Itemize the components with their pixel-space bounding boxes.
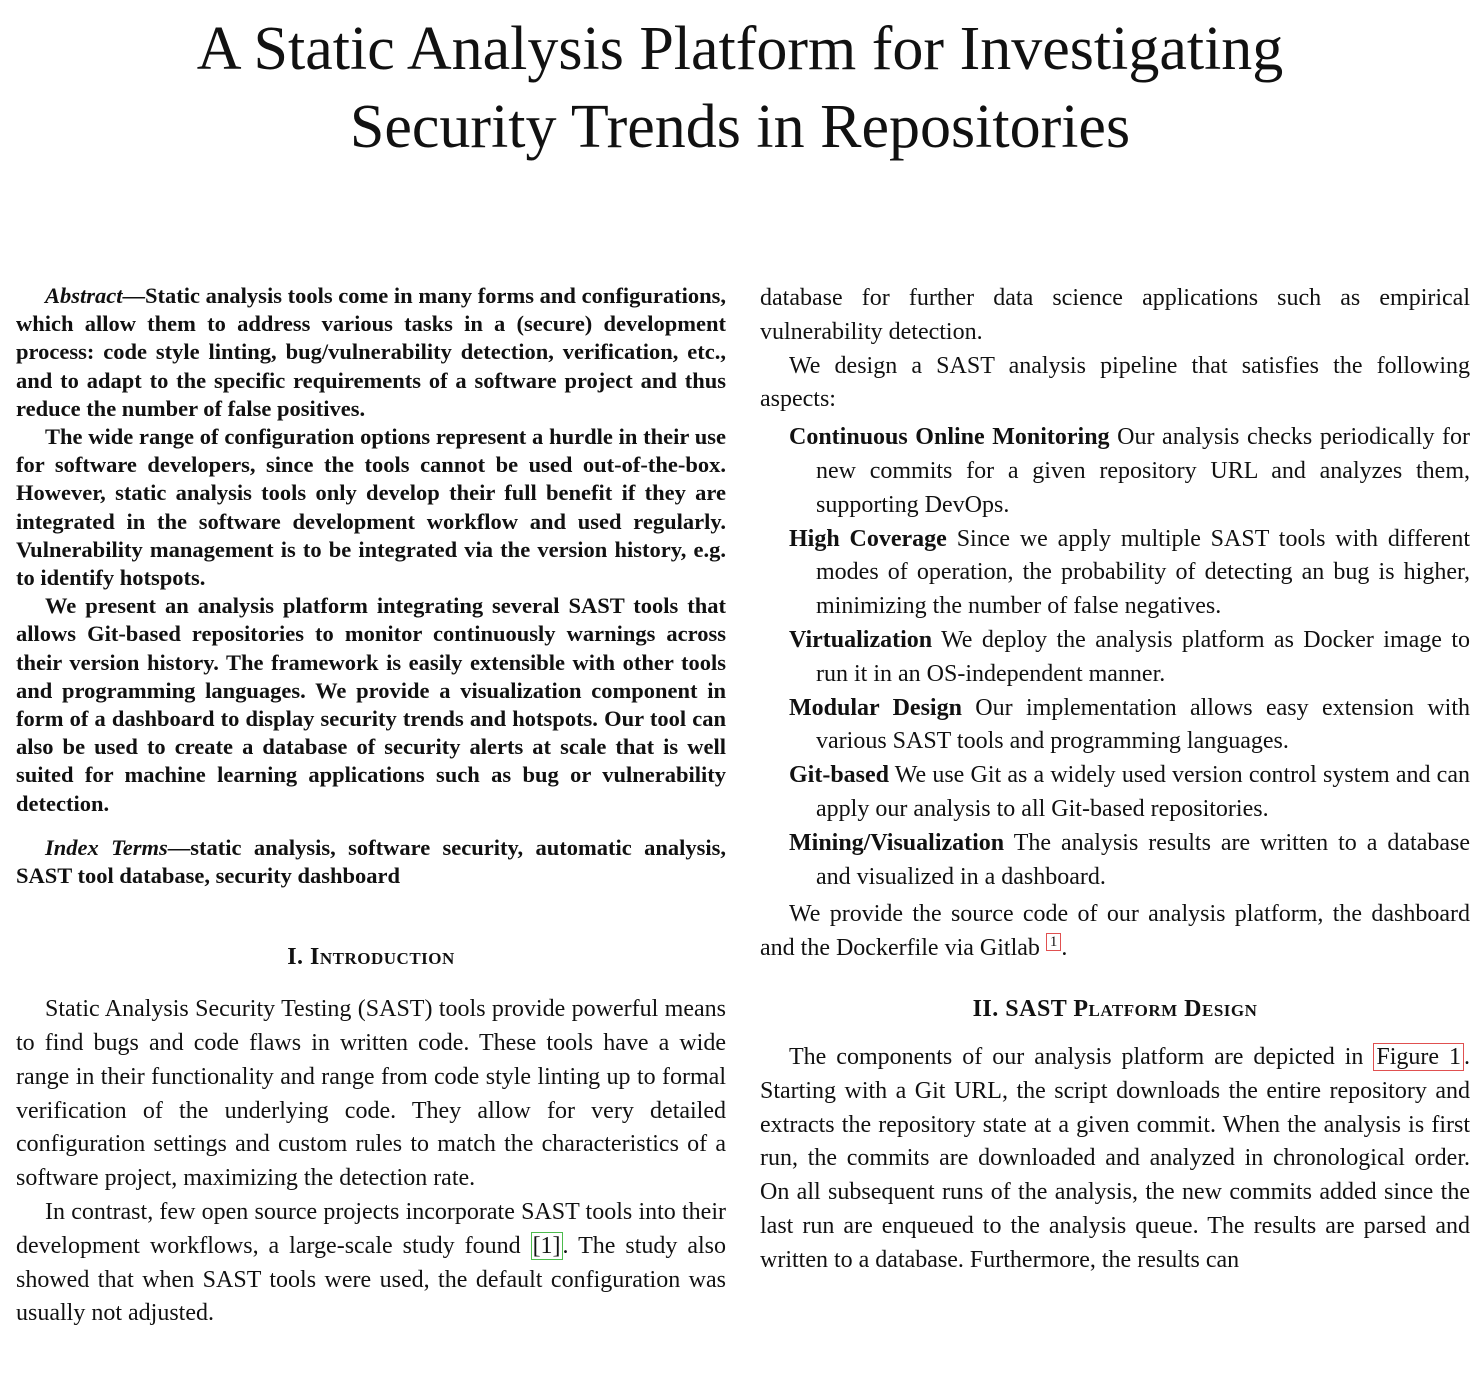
right-column	[760, 282, 1470, 1278]
title-line: A Static Analysis Platform for Investigating	[196, 15, 1284, 83]
index-terms-label: Index Terms	[45, 834, 168, 860]
aspect-term: Modular Design	[789, 694, 962, 721]
body-paragraph	[760, 898, 1470, 966]
aspect-term: Git-based	[789, 762, 890, 789]
body-text: .	[1061, 935, 1068, 962]
abstract-label: Abstract	[45, 283, 123, 308]
list-item	[789, 827, 1470, 895]
body-paragraph: database for further data science applications such as empirical vulnerability detection.	[760, 285, 1470, 345]
abstract	[16, 282, 726, 818]
left-column	[16, 282, 726, 1331]
introduction-body	[16, 993, 726, 1331]
aspect-description: We use Git as a widely used version control system and can apply our analysis to all Git-based repositories.	[816, 762, 1470, 822]
index-terms-text: static analysis, software security, automatic analysis, SAST tool database, security dashboard	[16, 834, 726, 889]
aspect-description: We deploy the analysis platform as Docker image to run it in an OS-independent manner.	[816, 626, 1470, 687]
paper-title	[0, 10, 1480, 166]
list-item	[789, 523, 1470, 624]
body-paragraph	[16, 1196, 726, 1331]
aspect-description: Our implementation allows easy extension with various SAST tools and programming languages.	[816, 694, 1470, 755]
section-heading-platform-design: II. SAST Platform Design	[972, 995, 1258, 1022]
aspect-list	[789, 421, 1470, 894]
aspect-description: The analysis results are written to a database and visualized in a dashboard.	[816, 829, 1470, 890]
provide-paragraph-wrap	[760, 898, 1470, 966]
list-item	[789, 624, 1470, 692]
aspect-description: Our analysis checks periodically for new commits for a given repository URL and analyzes them, supporting DevOps.	[816, 424, 1470, 518]
platform-design-body	[760, 1041, 1470, 1278]
body-paragraph: We design a SAST analysis pipeline that satisfies the following aspects:	[760, 352, 1470, 413]
figure-link[interactable]: Figure 1	[1373, 1043, 1464, 1071]
right-body	[760, 282, 1470, 417]
aspect-term: Mining/Visualization	[789, 829, 1005, 856]
abstract-dash: —	[122, 283, 146, 308]
footnote-link[interactable]: 1	[1046, 933, 1062, 951]
abstract-paragraph: We present an analysis platform integrating several SAST tools that allows Git-based repositories to monitor continuously warnings across their version history. The framework is easily extensible with other tools and programming languages. We provide a visualization component in form of a dashboard to display security trends and hotspots. Our tool can also be used to create a database of security alerts at scale that is well suited for machine learning applications such as bug or vulnerability detection.	[16, 593, 726, 816]
abstract-text: Static analysis tools come in many forms and configurations, which allow them to address various tasks in a (secure) development process: code style linting, bug/vulnerability detection, verification, etc., and to adapt to the specific requirements of a software project and thus reduce the number of false positives.	[16, 283, 726, 421]
aspect-term: Virtualization	[789, 626, 933, 653]
body-text: . Starting with a Git URL, the script downloads the entire repository and extracts the repository state at a given commit. When the analysis is first run, the commits are downloaded and analyzed in chronological order. On all subsequent runs of the analysis, the new commits added since the last run are enqueued to the analysis queue. The results are parsed and written to a database. Furthermore, the results can	[760, 1043, 1470, 1273]
body-text: The components of our analysis platform are depicted in	[789, 1043, 1374, 1070]
list-item	[789, 759, 1470, 827]
index-terms	[16, 834, 726, 890]
title-line: Security Trends in Repositories	[349, 93, 1131, 161]
abstract-paragraph	[16, 282, 726, 423]
body-text: In contrast, few open source projects incorporate SAST tools into their development workflows, a large-scale study found	[16, 1199, 726, 1259]
index-terms-dash: —	[167, 834, 191, 860]
body-text: We provide the source code of our analysis platform, the dashboard and the Dockerfile via Gitlab	[760, 901, 1470, 962]
list-item	[789, 692, 1470, 760]
body-text: . The study also showed that when SAST tools were used, the default configuration was usually not adjusted.	[16, 1232, 726, 1327]
abstract-paragraph: The wide range of configuration options represent a hurdle in their use for software developers, since the tools cannot be used out-of-the-box. However, static analysis tools only develop their full benefit if they are integrated in the software development workflow and used regularly. Vulnerability management is to be integrated via the version history, e.g. to identify hotspots.	[16, 424, 726, 591]
aspect-term: High Coverage	[789, 525, 947, 552]
body-paragraph	[760, 1041, 1470, 1278]
citation-link[interactable]: [1]	[532, 1232, 561, 1259]
aspect-description: Since we apply multiple SAST tools with different modes of operation, the probability of detecting an bug is higher, minimizing the number of false negatives.	[816, 525, 1471, 620]
body-paragraph: Static Analysis Security Testing (SAST) tools provide powerful means to find bugs and code flaws in written code. These tools have a wide range in their functionality and range from code style linting up to formal verification of the underlying code. They allow for very detailed configuration settings and custom rules to match the characteristics of a software project, maximizing the detection rate.	[16, 996, 726, 1192]
list-item	[789, 421, 1470, 522]
aspect-term: Continuous Online Monitoring	[789, 424, 1110, 451]
section-heading-introduction: I. Introduction	[287, 944, 455, 971]
